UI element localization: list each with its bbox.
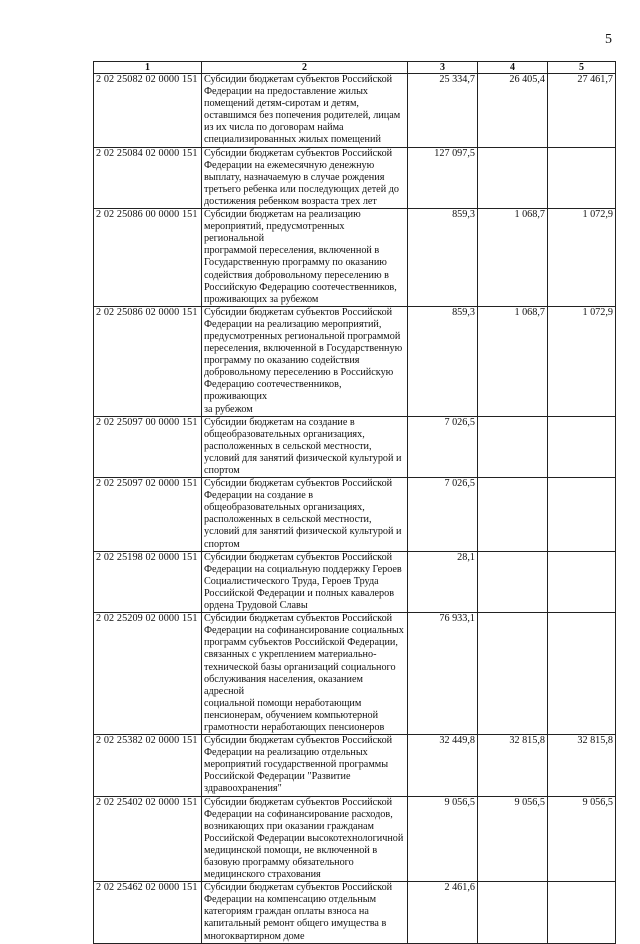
description-line: расположенных в сельской местности, [204,514,372,526]
description-cell [202,209,408,307]
description-line: Российской Федерации высокотехнологичной [204,832,404,844]
description-line: программой переселения, включенной в [204,245,380,257]
amount-cell-v3: 7 026,5 [408,416,478,477]
description-line: Субсидии бюджетам субъектов Российской [204,306,393,318]
amount-cell-v4: 32 815,8 [478,735,548,796]
table-row [94,735,616,796]
amount-cell-v5 [548,478,616,552]
description-line: Федерации на реализацию отдельных [204,747,368,759]
description-line: Субсидии бюджетам субъектов Российской [204,613,393,625]
description-line: Федерации на софинансирование социальных [204,625,404,637]
amount-cell-v5 [548,147,616,208]
budget-code-cell: 2 02 25402 02 0000 151 [94,796,202,882]
description-line: переселения, включенной в Государственную [204,343,403,355]
column-header: 5 [548,62,616,74]
table-row [94,209,616,307]
description-line: за рубежом [204,403,253,415]
description-line: Федерации на реализацию мероприятий, [204,318,382,330]
table-row [94,796,616,882]
description-line: условий для занятий физической культурой и [204,452,402,464]
amount-cell-v4 [478,478,548,552]
table-row [94,613,616,735]
column-header: 2 [202,62,408,74]
description-line: Федерации на компенсацию отдельным [204,894,377,906]
budget-code-cell: 2 02 25082 02 0000 151 [94,74,202,148]
description-line: общеобразовательных организациях, [204,502,365,514]
amount-cell-v3: 28,1 [408,551,478,612]
description-line: Субсидии бюджетам субъектов Российской [204,147,393,159]
description-line: Федерации на создание в [204,490,314,502]
description-line: связанных с укреплением материально- [204,649,377,661]
amount-cell-v3: 127 097,5 [408,147,478,208]
table-body [94,74,616,944]
description-line: обслуживания населения, оказанием адресной [204,673,363,697]
description-line: специализированных жилых помещений [204,134,381,146]
description-line: Федерации на социальную поддержку Героев [204,563,402,575]
amount-cell-v5 [548,416,616,477]
amount-cell-v5: 1 072,9 [548,209,616,307]
table-row [94,74,616,148]
amount-cell-v4 [478,882,548,943]
budget-code-cell: 2 02 25198 02 0000 151 [94,551,202,612]
description-line: возникающих при оказании гражданам [204,820,374,832]
amount-cell-v5: 32 815,8 [548,735,616,796]
table-row [94,478,616,552]
description-line: Субсидии бюджетам субъектов Российской [204,74,393,85]
table-row [94,147,616,208]
description-line: Российской Федерации и полных кавалеров [204,587,395,599]
description-line: оставшимся без попечения родителей, лицам [204,110,401,122]
table-row [94,882,616,943]
amount-cell-v4: 1 068,7 [478,209,548,307]
description-line: выплату, назначаемую в случае рождения [204,171,385,183]
description-line: Социалистического Труда, Героев Труда [204,575,379,587]
budget-code-cell: 2 02 25097 00 0000 151 [94,416,202,477]
description-line: добровольному переселению в Российскую [204,367,394,379]
description-line: Российскую Федерацию соотечественников, [204,281,397,293]
amount-cell-v4: 1 068,7 [478,306,548,416]
description-line: Субсидии бюджетам субъектов Российской [204,478,393,490]
description-cell [202,796,408,882]
table-header [94,62,616,74]
description-line: Субсидии бюджетам на реализацию [204,209,361,221]
description-cell [202,306,408,416]
header-row [94,62,616,74]
budget-code-cell: 2 02 25209 02 0000 151 [94,613,202,735]
description-cell [202,416,408,477]
amount-cell-v3: 76 933,1 [408,613,478,735]
column-header: 1 [94,62,202,74]
table-row [94,551,616,612]
amount-cell-v5: 9 056,5 [548,796,616,882]
description-line: достижения ребенком возраста трех лет [204,195,377,207]
budget-code-cell: 2 02 25084 02 0000 151 [94,147,202,208]
amount-cell-v3: 7 026,5 [408,478,478,552]
amount-cell-v3: 859,3 [408,306,478,416]
amount-cell-v3: 9 056,5 [408,796,478,882]
page-number: 5 [605,32,612,47]
description-line: из их числа по договорам найма [204,122,344,134]
amount-cell-v4 [478,551,548,612]
description-line: предусмотренных региональной программой [204,330,401,342]
amount-cell-v4 [478,416,548,477]
description-line: социальной помощи неработающим [204,697,362,709]
description-line: капитальный ремонт общего имущества в [204,918,387,930]
column-header: 3 [408,62,478,74]
table-row [94,416,616,477]
description-line: Российской Федерации "Развитие [204,771,351,783]
description-line: здравоохранения" [204,783,282,795]
description-line: мероприятий, предусмотренных региональной [204,221,345,245]
description-line: Государственную программу по оказанию [204,257,387,269]
description-line: помещений детям-сиротам и детям, [204,98,359,110]
amount-cell-v5 [548,551,616,612]
budget-code-cell: 2 02 25382 02 0000 151 [94,735,202,796]
description-line: спортом [204,465,240,476]
description-line: базовую программу обязательного [204,857,354,868]
description-cell [202,882,408,943]
description-cell [202,613,408,735]
description-line: категориям граждан оплаты взноса на [204,906,369,918]
description-line: многоквартирном доме [204,930,305,942]
amount-cell-v5 [548,882,616,943]
description-line: общеобразовательных организациях, [204,428,365,440]
budget-table [93,61,616,944]
amount-cell-v5 [548,613,616,735]
description-line: проживающих за рубежом [204,293,319,305]
description-line: Федерацию соотечественников, проживающих [204,379,342,403]
amount-cell-v3: 32 449,8 [408,735,478,796]
amount-cell-v3: 25 334,7 [408,74,478,148]
description-line: Субсидии бюджетам субъектов Российской [204,551,393,563]
budget-code-cell: 2 02 25462 02 0000 151 [94,882,202,943]
description-line: Субсидии бюджетам субъектов Российской [204,735,393,747]
amount-cell-v4: 9 056,5 [478,796,548,882]
description-line: медицинского страхования [204,869,321,881]
budget-code-cell: 2 02 25097 02 0000 151 [94,478,202,552]
description-cell [202,74,408,148]
description-line: Субсидии бюджетам субъектов Российской [204,796,393,808]
description-line: условий для занятий физической культурой и [204,526,402,538]
amount-cell-v4 [478,613,548,735]
description-cell [202,735,408,796]
amount-cell-v5: 27 461,7 [548,74,616,148]
budget-code-cell: 2 02 25086 00 0000 151 [94,209,202,307]
amount-cell-v3: 859,3 [408,209,478,307]
description-line: Федерации на софинансирование расходов, [204,808,393,820]
description-line: спортом [204,538,240,550]
description-line: Субсидии бюджетам на создание в [204,416,355,428]
description-line: технической базы организаций социального [204,661,396,673]
description-cell [202,478,408,552]
description-line: третьего ребенка или последующих детей до [204,183,399,195]
description-line: Субсидии бюджетам субъектов Российской [204,882,393,894]
description-line: содействия добровольному переселению в [204,269,389,281]
amount-cell-v3: 2 461,6 [408,882,478,943]
description-line: пенсионерам, обучением компьютерной [204,709,379,721]
description-line: программу по оказанию содействия [204,355,360,367]
description-cell [202,147,408,208]
amount-cell-v5: 1 072,9 [548,306,616,416]
amount-cell-v4: 26 405,4 [478,74,548,148]
description-line: мероприятий государственной программы [204,759,389,771]
description-line: расположенных в сельской местности, [204,440,372,452]
budget-code-cell: 2 02 25086 02 0000 151 [94,306,202,416]
column-header: 4 [478,62,548,74]
amount-cell-v4 [478,147,548,208]
description-line: ордена Трудовой Славы [204,600,308,612]
description-line: медицинской помощи, не включенной в [204,844,378,856]
description-line: программ субъектов Российской Федерации, [204,637,398,649]
description-line: Федерации на предоставление жилых [204,86,369,98]
description-cell [202,551,408,612]
description-line: Федерации на ежемесячную денежную [204,159,375,171]
table-row [94,306,616,416]
description-line: грамотности неработающих пенсионеров [204,721,385,733]
